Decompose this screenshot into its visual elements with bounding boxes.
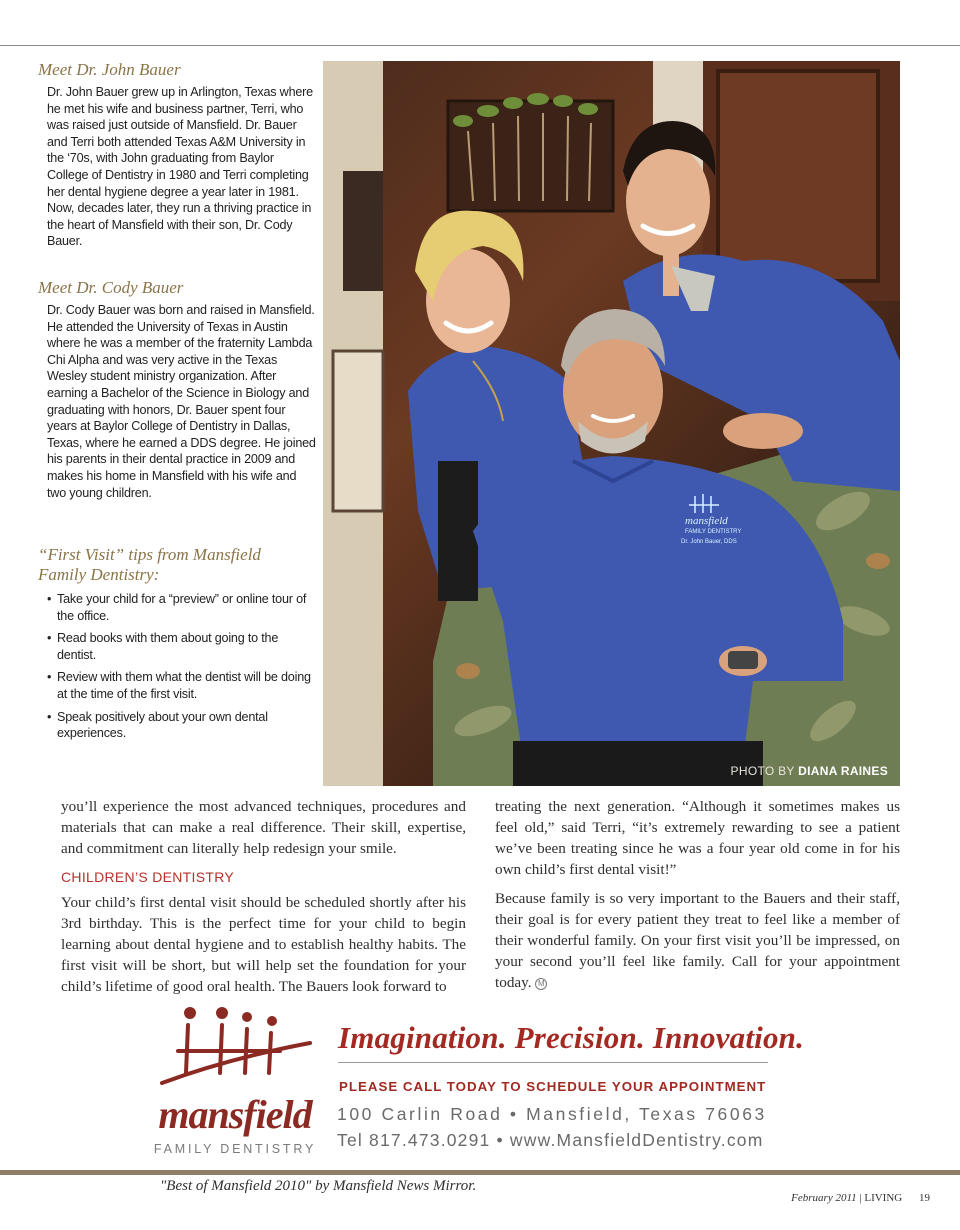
john-body: Dr. John Bauer grew up in Arlington, Texas where he met his wife and business partner, Terri, who was raised just outside of Mansfield. Dr. Bauer and Terri both attended Texas A&M University in the ‘70s, with John graduating from Baylor College of Dentistry in 1980 and Terri completing her dental hygiene degree a year later in 1981. Now, decades later, they run a thriving practice in the heart of Mansfield with their son, Dr. Cody Bauer.: [47, 85, 313, 249]
top-rule: [0, 45, 960, 46]
list-item: • Speak positively about your own dental experiences.: [47, 709, 316, 742]
cody-heading: Meet Dr. Cody Bauer: [38, 278, 184, 297]
article-paragraph: Your child’s first dental visit should be scheduled shortly after his 3rd birthday. This is the perfect time for your child to begin learning about dental hygiene and to establish healthy habits. The first visit will be short, but will help set the foundation for your child’s lifetime of good oral health. The Bauers look forward to: [61, 894, 466, 995]
article-closing-text: Because family is so very important to the Bauers and their staff, their goal is for every patient they treat to feel like a member of their wonderful family. On your first visit you’ll be impressed, on your second you’ll feel like family. Call for your appointment today.: [495, 890, 900, 991]
ad-address: 100 Carlin Road • Mansfield, Texas 76063: [337, 1104, 767, 1124]
first-visit-tips: [38, 545, 316, 748]
tagline-rule: [338, 1062, 768, 1063]
article-paragraph: treating the next generation. “Although it sometimes makes us feel old,” said Terri, “it’s extremely rewarding to see a patient we’ve been treating since he was a four year old come in for his own child’s first dental visit!”: [495, 798, 900, 878]
article-paragraph: you’ll experience the most advanced techniques, procedures and materials that can make a real difference. Their skill, expertise, and commitment can literally help redesign your smile.: [61, 798, 466, 857]
section-subhead: CHILDREN’S DENTISTRY: [61, 869, 234, 885]
article-paragraph: [495, 888, 900, 993]
page-footer: [791, 1192, 930, 1204]
list-item: • Take your child for a “preview” or online tour of the office.: [47, 591, 316, 624]
end-mark-icon: M: [535, 978, 547, 990]
footer-section: | LIVING: [859, 1192, 903, 1204]
scrub-logo-text: mansfield: [685, 515, 728, 527]
photo-credit-prefix: PHOTO BY: [730, 764, 795, 778]
ad-call-to-action: PLEASE CALL TODAY TO SCHEDULE YOUR APPOINTMENT: [339, 1079, 767, 1094]
article-column-left: [61, 796, 466, 1005]
photo-credit: [731, 764, 888, 778]
ad-phone-website: Tel 817.473.0291 • www.MansfieldDentistry.com: [337, 1130, 764, 1150]
mansfield-dentistry-logo: [150, 1003, 320, 1163]
list-item: • Read books with them about going to the dentist.: [47, 630, 316, 663]
photo-illustration: [323, 61, 900, 786]
john-heading: Meet Dr. John Bauer: [38, 60, 181, 79]
logo-subtitle: FAMILY DENTISTRY: [153, 1142, 317, 1156]
family-photo: [323, 61, 900, 786]
ad-tagline: Imagination. Precision. Innovation.: [338, 1020, 805, 1055]
photo-credit-name: DIANA RAINES: [798, 764, 888, 778]
award-text: "Best of Mansfield 2010" by Mansfield News Mirror.: [160, 1178, 477, 1194]
list-item: • Review with them what the dentist will be doing at the time of the first visit.: [47, 669, 316, 702]
logo-wordmark: mansfield: [158, 1092, 312, 1137]
logo-figures-icon: [150, 1003, 320, 1093]
bottom-band: [0, 1170, 960, 1175]
tips-heading: “First Visit” tips from Mansfield Family Dentistry:: [38, 545, 261, 584]
tips-list: [47, 591, 316, 742]
cody-body: Dr. Cody Bauer was born and raised in Mansfield. He attended the University of Texas in Austin where he was a member of the fraternity Lambda Chi Alpha and was very active in the Texas Wesley student ministry organization. After earning a Bachelor of the Science in Biology and graduating with honors, Dr. Bauer spent four years at Baylor College of Dentistry in Dallas, Texas, where he earned a DDS degree. He joined his parents in their dental practice in 2009 and makes his home in Mansfield with his wife and two young children.: [47, 303, 316, 500]
cody-bio: [38, 278, 316, 501]
article-column-right: [495, 796, 900, 1001]
scrub-name-text: Dr. John Bauer, DDS: [681, 539, 737, 545]
john-bio: [38, 60, 316, 250]
footer-month: February 2011: [791, 1192, 857, 1204]
scrub-logo-sub: FAMILY DENTISTRY: [685, 529, 742, 535]
page-number: 19: [919, 1192, 930, 1204]
